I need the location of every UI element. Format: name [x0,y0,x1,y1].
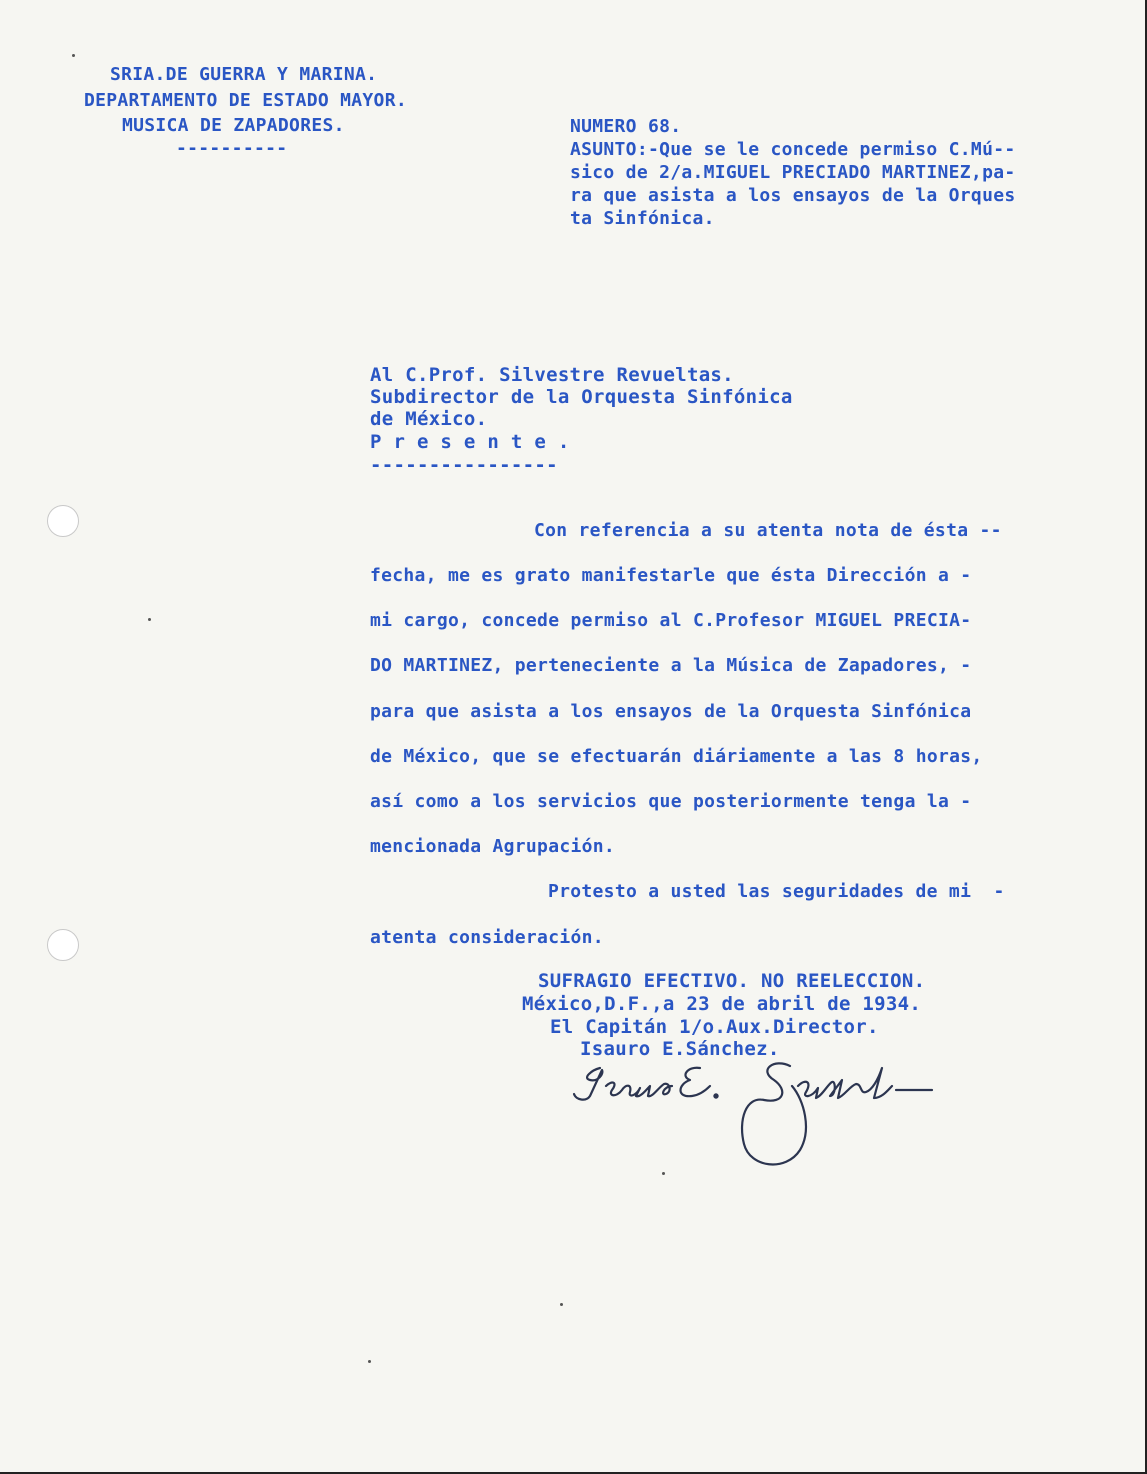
addressee-line-3: de México. [370,408,488,430]
body-line-2: fecha, me es grato manifestarle que ésta Dirección a - [370,565,972,586]
reference-asunto-line-3: ra que asista a los ensayos de la Orques [570,185,1016,206]
reference-numero: NUMERO 68. [570,116,682,137]
body-line-7: así como a los servicios que posteriormente tenga la - [370,791,972,812]
body-line-3: mi cargo, concede permiso al C.Profesor MIGUEL PRECIA- [370,610,972,631]
reference-asunto-line-4: ta Sinfónica. [570,208,715,229]
body-line-5: para que asista a los ensayos de la Orquesta Sinfónica [370,701,972,722]
body-line-8: mencionada Agrupación. [370,836,616,857]
letterhead-line-2: DEPARTAMENTO DE ESTADO MAYOR. [84,90,407,111]
addressee-rule: ---------------- [370,454,558,476]
addressee-line-4: P r e s e n t e . [370,431,570,453]
addressee-line-2: Subdirector de la Orquesta Sinfónica [370,386,793,408]
paper-speck [560,1303,563,1306]
punch-hole-top [47,505,79,537]
punch-hole-bottom [47,929,79,961]
body-line-10: atenta consideración. [370,927,604,948]
reference-asunto-line-1: ASUNTO:-Que se le concede permiso C.Mú-- [570,139,1016,160]
closing-line-2: México,D.F.,a 23 de abril de 1934. [522,993,922,1015]
letterhead-line-3: MUSICA DE ZAPADORES. [122,115,345,136]
paper-speck [368,1360,371,1363]
addressee-line-1: Al C.Prof. Silvestre Revueltas. [370,364,734,386]
closing-line-4: Isauro E.Sánchez. [580,1038,780,1060]
body-line-6: de México, que se efectuarán diáriamente a las 8 horas, [370,746,983,767]
closing-line-3: El Capitán 1/o.Aux.Director. [550,1016,879,1038]
letterhead-rule: ---------- [176,138,288,159]
body-line-4: DO MARTINEZ, perteneciente a la Música de Zapadores, - [370,655,972,676]
letterhead-line-1: SRIA.DE GUERRA Y MARINA. [110,64,378,85]
paper-speck [148,618,151,621]
paper-speck [72,54,75,57]
handwritten-signature [560,1040,980,1180]
reference-asunto-line-2: sico de 2/a.MIGUEL PRECIADO MARTINEZ,pa- [570,162,1016,183]
body-line-9: Protesto a usted las seguridades de mi - [548,881,1005,902]
paper-speck [662,1172,665,1175]
closing-line-1: SUFRAGIO EFECTIVO. NO REELECCION. [538,970,926,992]
body-line-1: Con referencia a su atenta nota de ésta -- [534,520,1002,541]
